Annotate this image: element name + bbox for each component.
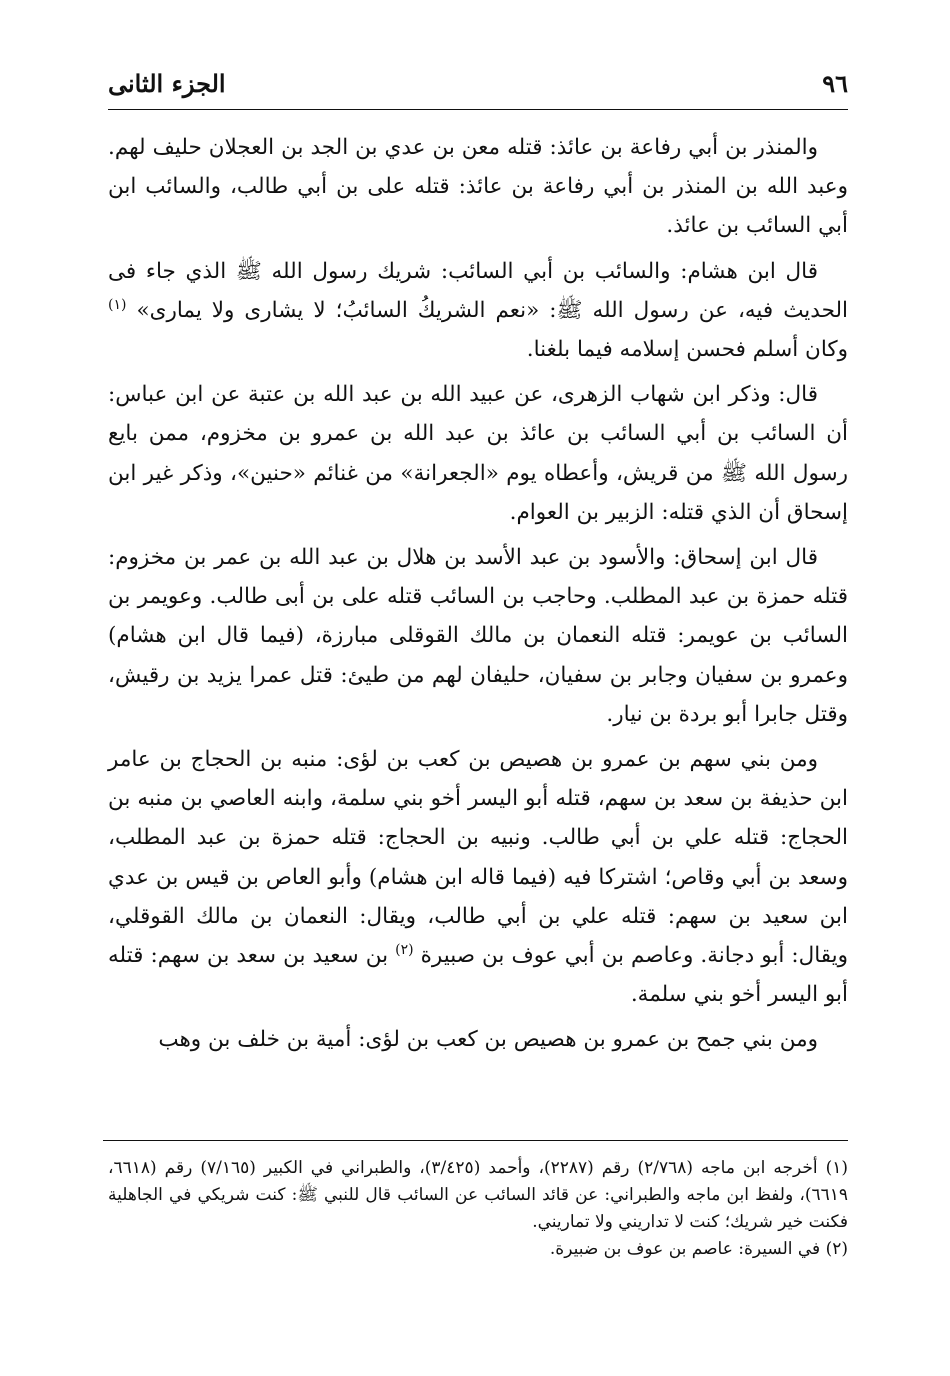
paragraph: قال ابن هشام: والسائب بن أبي السائب: شريك رسول الله ﷺ الذي جاء فى الحديث فيه، عن رسول الله ﷺ: «نعم الشريكُ السائبُ؛ لا يشارى ولا يمارى» $^{(١)}$ وكان أسلم فحسن إسلامه فيما بلغنا.: [108, 258, 848, 363]
header-rule: [108, 109, 848, 110]
paragraph: ومن بني سهم بن عمرو بن هصيص بن كعب بن لؤى: منبه بن الحجاج بن عامر ابن حذيفة بن سعد بن سهم، قتله أبو اليسر أخو بني سلمة، وابنه العاصي بن منبه بن الحجاج: قتله علي بن أبي طالب. ونبيه بن الحجاج: قتله حمزة بن عبد المطلب، وسعد بن أبي وقاص؛ اشتركا فيه (فيما قاله ابن هشام) وأبو العاص بن قيس بن عدي ابن سعيد بن سهم: قتله علي بن أبي طالب، ويقال: النعمان بن مالك القوقلي، ويقال: أبو دجانة. وعاصم بن أبي عوف بن صبيرة $^{(٢)}$ بن سعيد بن سعد بن سهم: قتله أبو اليسر أخو بني سلمة.: [108, 747, 849, 1008]
paragraph: ومن بني جمح بن عمرو بن هصيص بن كعب بن لؤى: أمية بن خلف بن وهب: [158, 1027, 818, 1053]
paragraph: قال: وذكر ابن شهاب الزهرى، عن عبيد الله بن عبد الله بن عتبة عن ابن عباس: أن السائب بن أبي السائب بن عائذ بن عبد الله بن عمرو بن مخزوم، ممن بايع رسول الله ﷺ من قريش، وأعطاه يوم «الجعرانة» من غنائم «حنين»، وذكر غير ابن إسحاق أن الذي قتله: الزبير بن العوام.: [108, 382, 848, 525]
footnote-rule: [103, 1140, 848, 1141]
footnotes: [108, 1155, 848, 1263]
footnote-marker[interactable]: (٢): [395, 941, 414, 958]
paragraph: والمنذر بن أبي رفاعة بن عائذ: قتله معن بن عدي بن الجد بن العجلان حليف لهم. وعبد الله بن المنذر بن أبي رفاعة بن عائذ: قتله على بن أبي طالب، والسائب ابن أبي السائب بن عائذ.: [108, 135, 848, 239]
footnote: (٢) في السيرة: عاصم بن عوف بن ضبيرة.: [549, 1239, 848, 1259]
part-title: الجزء الثانى: [108, 69, 226, 98]
footnote: (١) أخرجه ابن ماجه (٢/٧٦٨) رقم (٢٢٨٧)، وأحمد (٣/٤٢٥)، والطبراني في الكبير (٧/١٦٥) رقم (٦٦١٨، ٦٦١٩)، ولفظ ابن ماجه والطبراني: عن قائد السائب عن السائب قال للنبي ﷺ: كنت شريكي في الجاهلية فكنت خير شريك؛ كنت لا تداريني ولا تماريني.: [108, 1158, 848, 1232]
page-number: ٩٦: [822, 69, 848, 98]
main-text: [108, 128, 848, 1066]
paragraph: قال ابن إسحاق: والأسود بن عبد الأسد بن هلال بن عبد الله بن عمر بن مخزوم: قتله حمزة بن عبد المطلب. وحاجب بن السائب قتله على بن أبى طالب. وعويمر بن السائب بن عويمر: قتله النعمان بن مالك القوقلى مبارزة، (فيما قال ابن هشام) وعمرو بن سفيان وجابر بن سفيان، حليفان لهم من طيئ: قتل عمرا يزيد بن رقيش، وقتل جابرا أبو بردة بن نيار.: [108, 545, 848, 727]
running-header: [108, 62, 848, 98]
footnote-marker[interactable]: (١): [108, 296, 127, 313]
